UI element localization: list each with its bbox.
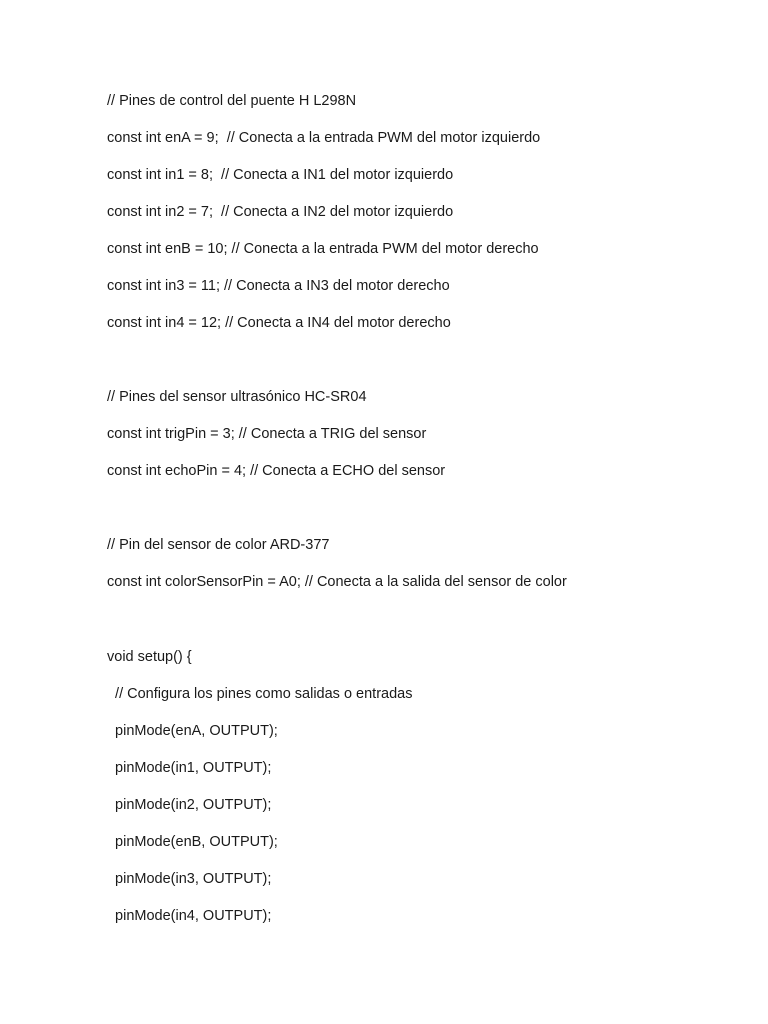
code-line: pinMode(in2, OUTPUT);: [107, 797, 272, 813]
code-line: pinMode(enB, OUTPUT);: [107, 834, 278, 850]
code-line: const int colorSensorPin = A0; // Conecta a la salida del sensor de color: [107, 574, 567, 590]
code-line: void setup() {: [107, 649, 192, 665]
code-line: pinMode(in3, OUTPUT);: [107, 871, 272, 887]
code-line: pinMode(in4, OUTPUT);: [107, 908, 272, 924]
code-line: pinMode(enA, OUTPUT);: [107, 723, 278, 739]
code-line: const int enB = 10; // Conecta a la entrada PWM del motor derecho: [107, 241, 539, 257]
code-line: const int in2 = 7; // Conecta a IN2 del motor izquierdo: [107, 204, 454, 220]
code-comment-line: // Pin del sensor de color ARD-377: [107, 537, 330, 553]
code-comment-line: // Configura los pines como salidas o entradas: [107, 686, 413, 702]
code-line: const int in1 = 8; // Conecta a IN1 del motor izquierdo: [107, 167, 454, 183]
code-line: const int in3 = 11; // Conecta a IN3 del motor derecho: [107, 278, 450, 294]
code-line: const int in4 = 12; // Conecta a IN4 del motor derecho: [107, 315, 451, 331]
code-line: pinMode(in1, OUTPUT);: [107, 760, 272, 776]
code-line: const int enA = 9; // Conecta a la entrada PWM del motor izquierdo: [107, 130, 541, 146]
code-line: const int trigPin = 3; // Conecta a TRIG del sensor: [107, 426, 427, 442]
code-comment-line: // Pines de control del puente H L298N: [107, 93, 357, 109]
code-comment-line: // Pines del sensor ultrasónico HC-SR04: [107, 389, 367, 405]
code-line: const int echoPin = 4; // Conecta a ECHO del sensor: [107, 463, 446, 479]
